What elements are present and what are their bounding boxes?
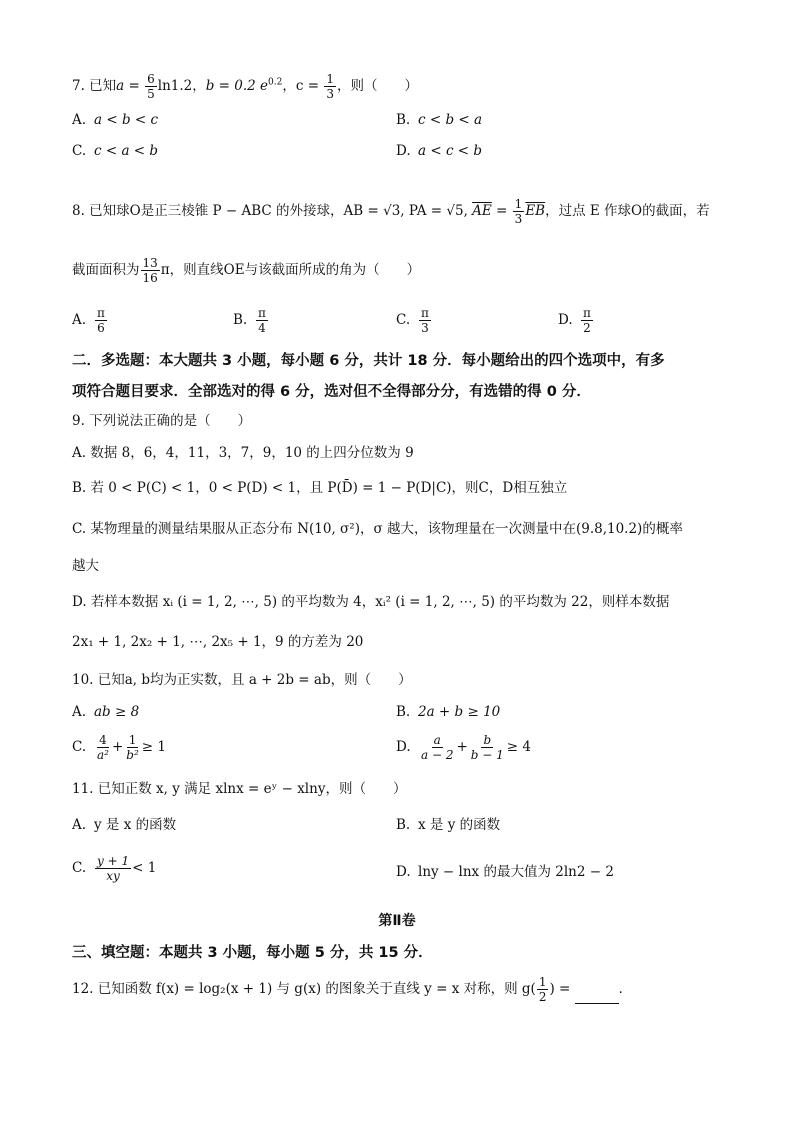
frac-num: 1	[514, 197, 523, 211]
option-label: C.	[396, 312, 411, 328]
frac-den: a − 2	[421, 748, 454, 762]
q7-stem	[72, 72, 418, 101]
q8-line1	[72, 197, 710, 226]
vector-ae: $\overline{AE}$	[472, 203, 492, 219]
option-label: C.	[72, 860, 87, 876]
option-text: lny − lnx 的最大值为 2ln2 − 2	[418, 864, 614, 880]
frac-den: b − 1	[470, 748, 504, 762]
frac-den: 16	[142, 271, 158, 285]
q7-option-a	[72, 110, 158, 130]
q8-option-d	[558, 306, 594, 335]
frac-num: π	[258, 306, 266, 320]
q7-a: a =	[116, 78, 145, 94]
q7-option-d	[396, 141, 482, 161]
option-frac	[256, 306, 268, 335]
q7-frac-a	[145, 72, 157, 101]
q10-stem: 10. 已知a, b均为正实数，且 a + 2b = ab，则（ ）	[72, 672, 412, 688]
frac-num: 13	[142, 256, 158, 270]
q9-option-b: B. 若 0 < P(C) < 1，0 < P(D) < 1，且 P(D̄) = 1 − P(D|C)，则C，D相互独立	[72, 480, 568, 496]
frac-den: 3	[514, 212, 523, 226]
plus: +	[111, 739, 124, 755]
section3-heading: 三、填空题：本题共 3 小题，每小题 5 分，共 15 分．	[72, 945, 433, 961]
q8-text-2: ，过点 E 作球O的截面，若	[545, 203, 710, 219]
q11-option-b	[396, 815, 500, 835]
option-text: x 是 y 的函数	[418, 817, 501, 833]
q8-frac-area	[141, 256, 160, 285]
q12-end: ．	[618, 981, 633, 997]
option-label: D.	[396, 864, 411, 880]
frac-den: 5	[147, 87, 155, 101]
option-label: D.	[396, 739, 411, 755]
option-label: B.	[233, 312, 248, 328]
q7-b: b = 0.2 e	[205, 78, 269, 94]
frac-den: b²	[126, 748, 139, 762]
option-label: B.	[396, 817, 411, 833]
option-frac	[581, 306, 593, 335]
option-frac	[95, 306, 107, 335]
frac-den: 2	[583, 321, 591, 335]
option-frac	[124, 733, 141, 762]
q7-b-exp: 0.2	[268, 77, 283, 88]
q10-option-a	[72, 702, 139, 722]
q12-frac	[537, 975, 549, 1004]
option-frac	[95, 854, 131, 883]
q7-prefix: 7. 已知	[72, 78, 117, 94]
option-tail: < 1	[132, 860, 157, 876]
option-label: C.	[72, 143, 87, 159]
frac-num: y + 1	[97, 854, 130, 868]
part-two-title: 第Ⅱ卷	[378, 913, 416, 929]
frac-num: 1	[326, 72, 334, 86]
option-label: A.	[72, 112, 87, 128]
q8-option-a	[72, 306, 108, 335]
option-text: 2a + b ≥ 10	[418, 704, 501, 720]
frac-den: 3	[326, 87, 334, 101]
option-label: A.	[72, 817, 87, 833]
option-frac	[419, 306, 431, 335]
plus: +	[456, 739, 468, 755]
section2-heading-line2: 项符合题目要求．全部选对的得 6 分，选对但不全得部分分，有选错的得 0 分．	[72, 384, 591, 400]
option-label: D.	[558, 312, 573, 328]
q12-stem	[72, 975, 632, 1004]
q8-eq: =	[491, 203, 512, 219]
q7-frac-c	[324, 72, 336, 101]
q12-text-2: ) =	[549, 981, 575, 997]
vector-eb: $\overline{EB}$	[525, 203, 546, 219]
q11-option-d	[396, 862, 614, 882]
frac-den: 4	[258, 321, 266, 335]
option-text: a < c < b	[418, 143, 483, 159]
frac-num: 4	[99, 733, 107, 747]
option-label: A.	[72, 312, 87, 328]
q9-option-d-line1: D. 若样本数据 xᵢ (i = 1, 2, ⋯, 5) 的平均数为 4，xᵢ² (i = 1, 2, ⋯, 5) 的平均数为 22，则样本数据	[72, 594, 670, 610]
section2-heading-line1: 二．多选题：本大题共 3 小题，每小题 6 分，共计 18 分．每小题给出的四个选项中，有多	[72, 353, 665, 369]
frac-num: π	[421, 306, 429, 320]
q8-text-4: π，则直线OE与该截面所成的角为（ ）	[160, 262, 421, 278]
q9-option-c-line2: 越大	[72, 558, 99, 574]
q7-c: ，c =	[282, 78, 324, 94]
q8-option-c	[396, 306, 432, 335]
option-label: B.	[396, 704, 411, 720]
frac-num: b	[483, 733, 492, 747]
option-text: c < a < b	[94, 143, 159, 159]
q9-option-c-line1: C. 某物理量的测量结果服从正态分布 N(10, σ²)，σ 越大，该物理量在一次测量中在(9.8,10.2)的概率	[72, 521, 683, 537]
option-frac	[469, 733, 506, 762]
frac-den: a²	[97, 748, 109, 762]
q10-option-d	[396, 733, 531, 762]
option-tail: ≥ 1	[141, 739, 166, 755]
option-label: C.	[72, 739, 87, 755]
q12-text: 12. 已知函数 f(x) = log₂(x + 1) 与 g(x) 的图象关于直线 y = x 对称，则 g(	[72, 981, 536, 997]
option-frac	[95, 733, 111, 762]
q9-stem: 9. 下列说法正确的是（ ）	[72, 413, 252, 429]
frac-den: 3	[421, 321, 429, 335]
q7-option-c	[72, 141, 158, 161]
q10-option-c	[72, 733, 166, 762]
option-text: y 是 x 的函数	[94, 817, 177, 833]
frac-den: 2	[538, 990, 547, 1004]
frac-num: π	[583, 306, 591, 320]
q8-text: 8. 已知球O是正三棱锥 P − ABC 的外接球，AB = √3, PA = √5,	[72, 203, 473, 219]
answer-blank[interactable]	[575, 989, 619, 1004]
q11-option-a	[72, 815, 176, 835]
option-text: a < b < c	[94, 112, 159, 128]
frac-num: a	[433, 733, 441, 747]
option-frac	[419, 733, 455, 762]
q9-option-a: A. 数据 8，6，4，11，3，7，9，10 的上四分位数为 9	[72, 445, 414, 461]
q7-option-b	[396, 110, 482, 130]
q8-frac	[513, 197, 525, 226]
q8-text-3: 截面面积为	[72, 262, 140, 278]
option-text: c < b < a	[418, 112, 483, 128]
q7-a-tail: ln1.2，	[157, 78, 206, 94]
option-label: A.	[72, 704, 87, 720]
q8-line2	[72, 256, 420, 285]
q10-option-b	[396, 702, 500, 722]
frac-num: 1	[128, 733, 137, 747]
frac-den: xy	[106, 869, 120, 883]
option-tail: ≥ 4	[506, 739, 531, 755]
q11-stem: 11. 已知正数 x, y 满足 xlnx = eʸ − xlny，则（ ）	[72, 781, 407, 797]
frac-den: 6	[97, 321, 105, 335]
option-text: ab ≥ 8	[94, 704, 140, 720]
q8-option-b	[233, 306, 269, 335]
option-label: D.	[396, 143, 411, 159]
q9-option-d-line2: 2x₁ + 1, 2x₂ + 1, ⋯, 2x₅ + 1，9 的方差为 20	[72, 634, 364, 650]
option-label: B.	[396, 112, 411, 128]
q11-option-c	[72, 854, 156, 883]
frac-num: 6	[147, 72, 155, 86]
frac-num: 1	[538, 975, 547, 989]
frac-num: π	[97, 306, 105, 320]
q7-suffix: ，则（ ）	[336, 78, 418, 94]
